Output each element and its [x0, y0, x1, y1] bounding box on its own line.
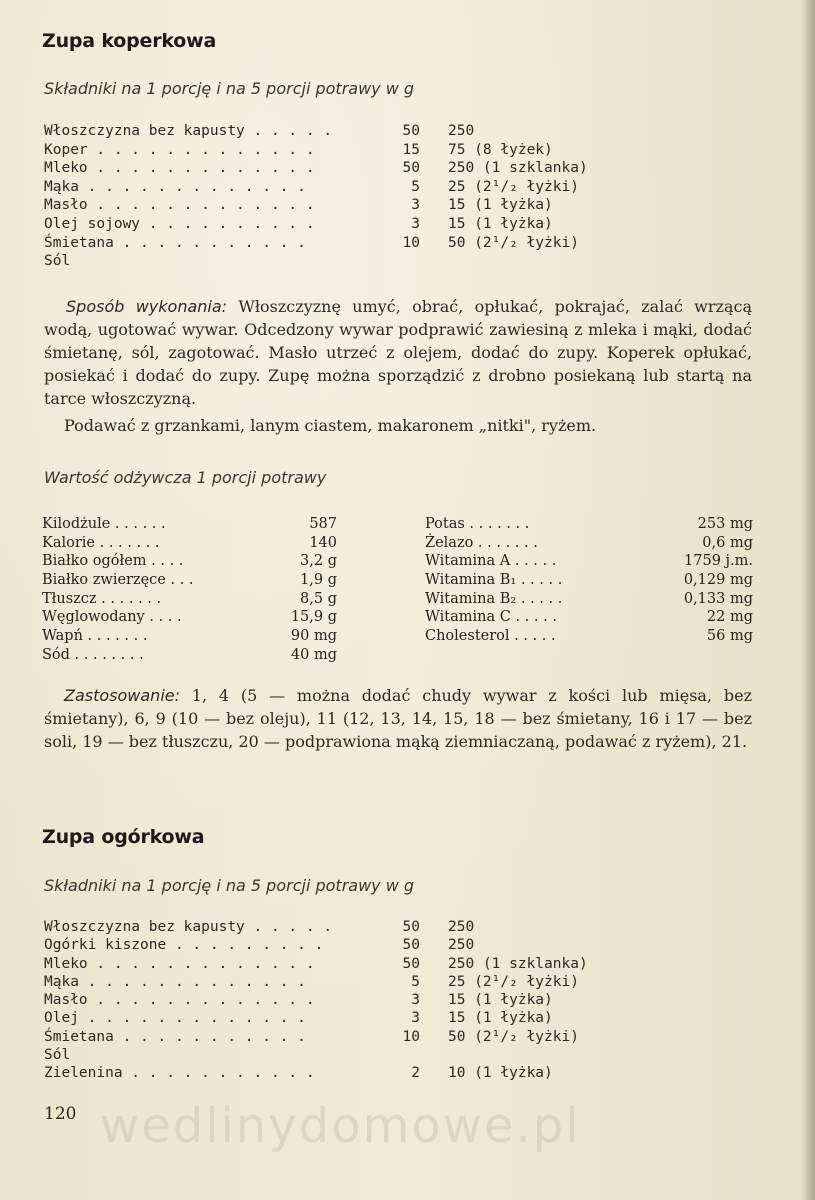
soup1-serve-text: Podawać z grzankami, lanym ciastem, makaronem „nitki", ryżem. — [64, 416, 597, 435]
ingredient-row — [44, 178, 604, 197]
ingredient-row — [44, 1009, 604, 1027]
ingredient-row — [44, 252, 604, 271]
ingredient-amount-five-portions: 250 (1 szklanka) — [448, 955, 588, 972]
ingredient-amount-five-portions: 15 (1 łyżka) — [448, 197, 553, 214]
ingredient-name: Mleko . . . . . . . . . . . . . — [44, 955, 315, 972]
ingredient-amount-five-portions: 25 (2¹/₂ łyżki) — [448, 973, 579, 990]
soup1-method-label: Sposób wykonania: — [66, 297, 228, 316]
ingredient-name: Włoszczyzna bez kapusty . . . . . — [44, 123, 333, 139]
nutrition-row — [425, 534, 755, 553]
ingredient-name: Sól — [44, 1047, 71, 1064]
nutrition-label: Wapń . . . . . . . — [42, 628, 148, 645]
ingredient-name: Mąka . . . . . . . . . . . . . — [44, 178, 306, 195]
nutrition-row — [42, 571, 342, 590]
nutrition-row — [425, 571, 755, 590]
ingredient-name: Śmietana . . . . . . . . . . . — [44, 1028, 306, 1045]
nutrition-value: 140 — [309, 534, 337, 551]
ingredient-name: Włoszczyzna bez kapusty . . . . . — [44, 919, 333, 935]
ingredient-amount-five-portions: 15 (1 łyżka) — [448, 215, 553, 232]
ingredient-row — [44, 936, 604, 954]
ingredient-name: Ogórki kiszone . . . . . . . . . — [44, 937, 324, 954]
nutrition-value: 0,133 mg — [683, 590, 753, 607]
soup2-title: Zupa ogórkowa — [42, 826, 205, 848]
ingredient-amount-five-portions: 50 (2¹/₂ łyżki) — [448, 1028, 579, 1045]
soup1-nutrition-left — [42, 515, 342, 665]
ingredient-amount-one-portion: 5 — [411, 973, 420, 990]
nutrition-label: Tłuszcz . . . . . . . — [42, 590, 162, 607]
soup1-usage-label: Zastosowanie: — [64, 686, 180, 705]
soup1-title: Zupa koperkowa — [42, 30, 217, 52]
nutrition-row — [42, 627, 342, 646]
nutrition-value: 1759 j.m. — [684, 553, 753, 570]
nutrition-label: Kilodżule . . . . . . — [42, 516, 166, 532]
ingredient-amount-five-portions: 15 (1 łyżka) — [448, 992, 553, 1009]
nutrition-label: Węglowodany . . . . — [42, 609, 182, 626]
ingredient-amount-one-portion: 3 — [411, 992, 420, 1009]
ingredient-row — [44, 1064, 604, 1082]
ingredient-amount-one-portion: 3 — [411, 1010, 420, 1027]
soup1-nutrition-title: Wartość odżywcza 1 porcji potrawy — [44, 468, 327, 487]
ingredient-amount-five-portions: 10 (1 łyżka) — [448, 1065, 553, 1082]
ingredient-row — [44, 1028, 604, 1046]
nutrition-value: 56 mg — [706, 628, 753, 645]
ingredient-amount-one-portion: 3 — [411, 215, 420, 232]
nutrition-label: Żelazo . . . . . . . — [425, 534, 538, 551]
soup1-nutrition-right — [425, 515, 755, 646]
ingredient-amount-five-portions: 250 — [448, 919, 475, 935]
ingredient-row — [44, 141, 604, 160]
nutrition-label: Kalorie . . . . . . . — [42, 534, 160, 551]
nutrition-row — [425, 627, 755, 646]
soup1-subtitle: Składniki na 1 porcję i na 5 porcji potrawy w g — [44, 79, 415, 98]
ingredient-name: Masło . . . . . . . . . . . . . — [44, 197, 315, 214]
soup1-usage-text: 1, 4 (5 — można dodać chudy wywar z kości lub mięsa, bez śmietany), 6, 9 (10 — bez oleju), 11 (12, 13, 14, 15, 18 — bez śmietany, 16 i 17 — bez soli, 19 — bez tłuszczu, 20 — podprawiona mąką ziemniaczaną, podawać z ryżem), 21. — [44, 686, 752, 751]
nutrition-label: Witamina C . . . . . — [425, 609, 557, 626]
ingredient-row — [44, 215, 604, 234]
ingredient-name: Olej sojowy . . . . . . . . . . — [44, 215, 315, 232]
ingredient-name: Masło . . . . . . . . . . . . . — [44, 992, 315, 1009]
ingredient-amount-five-portions: 250 — [448, 123, 475, 139]
nutrition-label: Witamina B₁ . . . . . — [425, 572, 563, 589]
nutrition-row — [425, 608, 755, 627]
soup1-usage — [44, 684, 752, 753]
nutrition-label: Potas . . . . . . . — [425, 516, 530, 532]
ingredient-row — [44, 159, 604, 178]
ingredient-amount-one-portion: 50 — [402, 123, 420, 139]
nutrition-label: Sód . . . . . . . . — [42, 646, 144, 663]
ingredient-row — [44, 973, 604, 991]
ingredient-row — [44, 918, 604, 936]
ingredient-name: Śmietana . . . . . . . . . . . — [44, 234, 306, 251]
nutrition-value: 587 — [309, 516, 337, 532]
nutrition-value: 90 mg — [290, 628, 337, 645]
ingredient-amount-one-portion: 2 — [411, 1065, 420, 1082]
ingredient-amount-one-portion: 5 — [411, 178, 420, 195]
ingredient-amount-one-portion: 15 — [402, 141, 420, 158]
ingredient-row — [44, 955, 604, 973]
ingredient-amount-one-portion: 50 — [402, 919, 420, 935]
soup1-ingredients-list — [44, 122, 604, 271]
watermark: wedlinydomowe.pl — [100, 1098, 581, 1154]
nutrition-row — [425, 515, 755, 534]
soup1-method-text: Włoszczyznę umyć, obrać, opłukać, pokrajać, zalać wrzącą wodą, ugotować wywar. Odcedzony wywar podprawić zawiesiną z mleka i mąki, dodać śmietanę, sól, zagotować. Masło utrzeć z olejem, dodać do zupy. Koperek opłukać, posiekać i dodać do zupy. Zupę można sporządzić z drobno posiekaną lub startą na tarce włoszczyzną. — [44, 297, 752, 408]
nutrition-value: 3,2 g — [300, 553, 337, 570]
nutrition-row — [42, 515, 342, 534]
nutrition-label: Witamina B₂ . . . . . — [425, 590, 563, 607]
nutrition-row — [42, 646, 342, 665]
nutrition-row — [42, 590, 342, 609]
ingredient-amount-one-portion: 50 — [402, 955, 420, 972]
ingredient-row — [44, 234, 604, 253]
nutrition-value: 0,129 mg — [683, 572, 753, 589]
soup2-ingredients-list — [44, 918, 604, 1083]
ingredient-amount-five-portions: 250 — [448, 937, 475, 954]
nutrition-label: Cholesterol . . . . . — [425, 628, 556, 645]
ingredient-amount-one-portion: 10 — [402, 1028, 420, 1045]
page-spine-shadow — [801, 0, 815, 1200]
ingredient-row — [44, 122, 604, 141]
ingredient-name: Koper . . . . . . . . . . . . . — [44, 141, 315, 158]
nutrition-value: 253 mg — [697, 516, 753, 532]
ingredient-amount-one-portion: 50 — [402, 160, 420, 177]
page-number: 120 — [44, 1104, 77, 1124]
nutrition-row — [42, 534, 342, 553]
nutrition-label: Białko ogółem . . . . — [42, 553, 184, 570]
ingredient-amount-five-portions: 75 (8 łyżek) — [448, 141, 553, 158]
ingredient-amount-one-portion: 50 — [402, 937, 420, 954]
ingredient-amount-one-portion: 3 — [411, 197, 420, 214]
nutrition-row — [42, 552, 342, 571]
nutrition-label: Białko zwierzęce . . . — [42, 572, 194, 589]
ingredient-name: Mąka . . . . . . . . . . . . . — [44, 973, 306, 990]
ingredient-amount-five-portions: 25 (2¹/₂ łyżki) — [448, 178, 579, 195]
ingredient-amount-five-portions: 250 (1 szklanka) — [448, 160, 588, 177]
nutrition-value: 1,9 g — [300, 572, 337, 589]
ingredient-amount-five-portions: 15 (1 łyżka) — [448, 1010, 553, 1027]
nutrition-value: 15,9 g — [290, 609, 337, 626]
nutrition-value: 22 mg — [706, 609, 753, 626]
ingredient-row — [44, 196, 604, 215]
nutrition-row — [42, 608, 342, 627]
ingredient-name: Zielenina . . . . . . . . . . . — [44, 1065, 315, 1082]
ingredient-name: Mleko . . . . . . . . . . . . . — [44, 160, 315, 177]
nutrition-row — [425, 552, 755, 571]
nutrition-label: Witamina A . . . . . — [425, 553, 557, 570]
nutrition-row — [425, 590, 755, 609]
ingredient-row — [44, 991, 604, 1009]
nutrition-value: 0,6 mg — [702, 534, 753, 551]
soup2-subtitle: Składniki na 1 porcję i na 5 porcji potrawy w g — [44, 876, 415, 895]
ingredient-name: Olej . . . . . . . . . . . . . — [44, 1010, 306, 1027]
ingredient-name: Sól — [44, 253, 71, 270]
nutrition-value: 40 mg — [290, 646, 337, 663]
ingredient-row — [44, 1046, 604, 1064]
ingredient-amount-five-portions: 50 (2¹/₂ łyżki) — [448, 234, 579, 251]
soup1-method — [44, 295, 752, 410]
nutrition-value: 8,5 g — [300, 590, 337, 607]
ingredient-amount-one-portion: 10 — [402, 234, 420, 251]
